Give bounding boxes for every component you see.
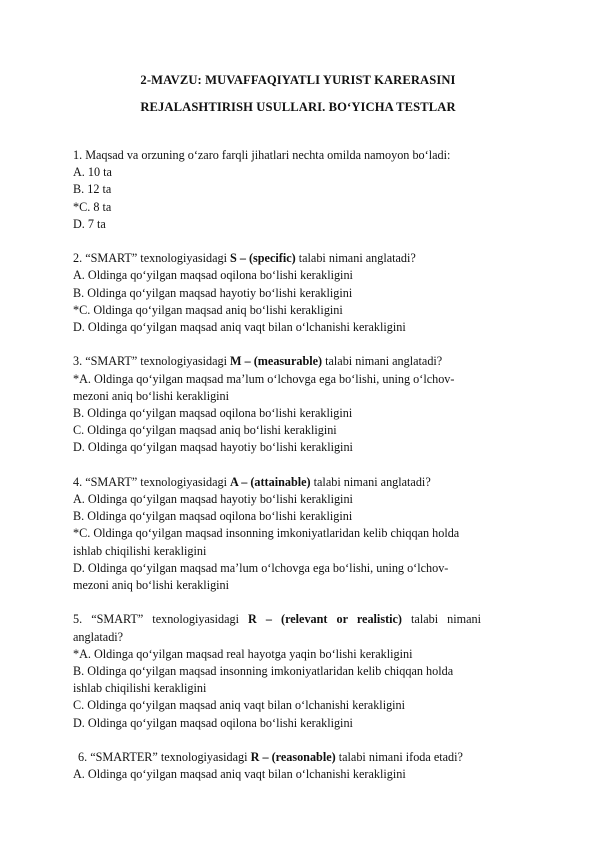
question-prefix: 6. “SMARTER” texnologiyasidagi xyxy=(78,750,251,765)
question-prefix: 3. “SMART” texnologiyasidagi xyxy=(73,354,231,369)
answer-option: D. Oldinga qo‘yilgan maqsad ma’lum o‘lchovga ega bo‘lishi, uning o‘lchov- xyxy=(73,560,449,575)
question-text: 1. Maqsad va orzuning o‘zaro farqli jihatlari nechta omilda namoyon bo‘ladi: xyxy=(73,148,451,162)
question-term: A – (attainable) xyxy=(230,474,311,489)
question-text-continued: anglatadi? xyxy=(73,629,124,644)
answer-option: B. Oldinga qo‘yilgan maqsad oqilona bo‘lishi kerakligini xyxy=(73,509,353,524)
answer-option: D. Oldinga qo‘yilgan maqsad aniq vaqt bilan o‘lchanishi kerakligini xyxy=(73,320,406,335)
question-prefix: 5. “SMART” texnologiyasidagi xyxy=(73,612,249,627)
test-questions xyxy=(73,147,524,801)
question-prefix: 2. “SMART” texnologiyasidagi xyxy=(73,251,231,266)
question-1 xyxy=(73,147,524,233)
title-line-1: 2-MAVZU: MUVAFFAQIYATLI YURIST KARERASINI xyxy=(140,73,456,87)
answer-option: *A. Oldinga qo‘yilgan maqsad ma’lum o‘lchovga ega bo‘lishi, uning o‘lchov- xyxy=(73,371,455,386)
answer-option: C. Oldinga qo‘yilgan maqsad aniq bo‘lishi kerakligini xyxy=(73,423,337,438)
answer-option: A. Oldinga qo‘yilgan maqsad aniq vaqt bilan o‘lchanishi kerakligini xyxy=(73,767,406,782)
answer-option: B. 12 ta xyxy=(73,182,112,197)
question-term: R – (reasonable) xyxy=(250,750,336,765)
question-4 xyxy=(73,474,524,594)
question-suffix: talabi nimani anglatadi? xyxy=(310,474,431,489)
question-suffix: talabi nimani anglatadi? xyxy=(322,354,443,369)
answer-option-continued: mezoni aniq bo‘lishi kerakligini xyxy=(73,578,230,593)
answer-option: *A. Oldinga qo‘yilgan maqsad real hayotga yaqin bo‘lishi kerakligini xyxy=(73,646,413,661)
question-text xyxy=(73,474,524,491)
question-suffix: talabi nimani anglatadi? xyxy=(295,251,416,266)
answer-option: D. 7 ta xyxy=(73,216,106,231)
answer-option-continued: mezoni aniq bo‘lishi kerakligini xyxy=(73,388,230,403)
question-5 xyxy=(73,611,524,731)
answer-option: *C. 8 ta xyxy=(73,199,112,214)
answer-option: A. Oldinga qo‘yilgan maqsad oqilona bo‘lishi kerakligini xyxy=(73,268,353,283)
answer-option: C. Oldinga qo‘yilgan maqsad aniq vaqt bilan o‘lchanishi kerakligini xyxy=(73,698,406,713)
document-title xyxy=(0,67,596,121)
question-text xyxy=(73,749,524,766)
answer-option: A. Oldinga qo‘yilgan maqsad hayotiy bo‘lishi kerakligini xyxy=(73,492,353,507)
answer-option-continued: ishlab chiqilishi kerakligini xyxy=(73,681,207,696)
question-prefix: 4. “SMART” texnologiyasidagi xyxy=(73,474,231,489)
question-text xyxy=(73,611,524,628)
question-suffix: talabi nimani xyxy=(401,612,481,627)
question-2 xyxy=(73,250,524,336)
question-term: R – (relevant or realistic) xyxy=(248,612,402,627)
answer-option-continued: ishlab chiqilishi kerakligini xyxy=(73,543,207,558)
answer-option: *C. Oldinga qo‘yilgan maqsad aniq bo‘lishi kerakligini xyxy=(73,302,343,317)
answer-option: D. Oldinga qo‘yilgan maqsad hayotiy bo‘lishi kerakligini xyxy=(73,440,353,455)
answer-option: B. Oldinga qo‘yilgan maqsad hayotiy bo‘lishi kerakligini xyxy=(73,285,353,300)
answer-option: D. Oldinga qo‘yilgan maqsad oqilona bo‘lishi kerakligini xyxy=(73,715,353,730)
question-6 xyxy=(73,749,524,783)
answer-option: A. 10 ta xyxy=(73,165,112,180)
question-text xyxy=(73,353,524,370)
question-3 xyxy=(73,353,524,456)
question-term: M – (measurable) xyxy=(230,354,323,369)
question-suffix: talabi nimani ifoda etadi? xyxy=(335,750,463,765)
title-line-2: REJALASHTIRISH USULLARI. BO‘YICHA TESTLAR xyxy=(140,100,456,114)
answer-option: *C. Oldinga qo‘yilgan maqsad insonning imkoniyatlaridan kelib chiqqan holda xyxy=(73,526,460,541)
answer-option: B. Oldinga qo‘yilgan maqsad oqilona bo‘lishi kerakligini xyxy=(73,406,353,421)
answer-option: B. Oldinga qo‘yilgan maqsad insonning imkoniyatlaridan kelib chiqqan holda xyxy=(73,664,454,679)
question-term: S – (specific) xyxy=(230,251,296,266)
question-text xyxy=(73,250,524,267)
